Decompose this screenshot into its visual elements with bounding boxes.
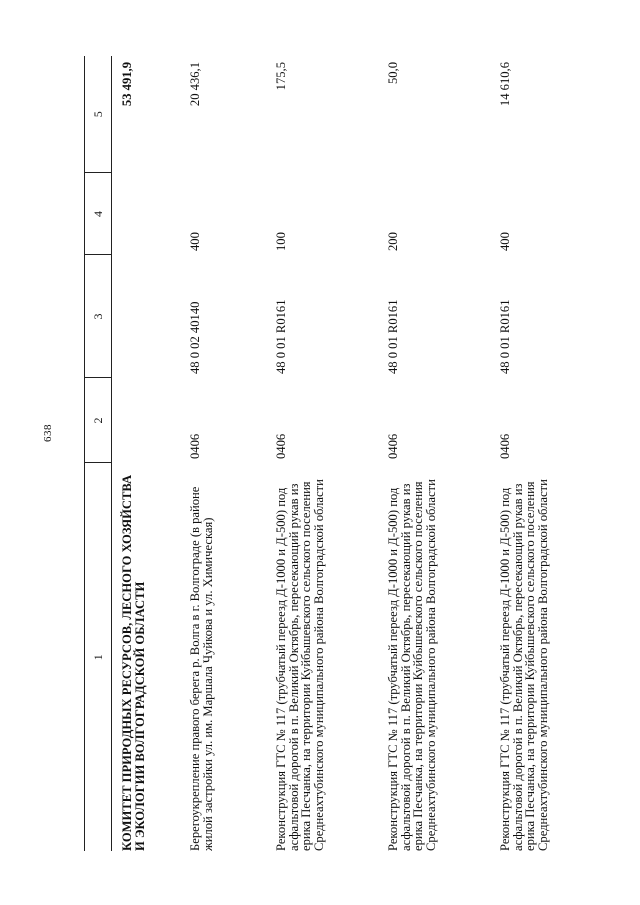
row-amount: 175,5 bbox=[274, 62, 288, 91]
table-row bbox=[181, 56, 267, 851]
column-header-4: 4 bbox=[85, 173, 112, 255]
budget-table bbox=[84, 56, 585, 851]
table-row-committee bbox=[112, 56, 182, 851]
column-header-5: 5 bbox=[85, 56, 112, 173]
page-number: 638 bbox=[42, 424, 54, 442]
row-amount: 50,0 bbox=[386, 62, 400, 85]
empty-cell bbox=[112, 378, 182, 463]
row-target: 48 0 01 R0161 bbox=[386, 299, 400, 374]
table-row bbox=[491, 56, 585, 851]
row-section: 0406 bbox=[386, 433, 400, 459]
row-type: 400 bbox=[498, 232, 512, 251]
committee-amount: 53 491,9 bbox=[120, 62, 134, 107]
row-section: 0406 bbox=[498, 433, 512, 459]
table-row bbox=[379, 56, 491, 851]
empty-cell bbox=[112, 173, 182, 255]
row-target: 48 0 01 R0161 bbox=[498, 299, 512, 374]
column-header-1: 1 bbox=[85, 463, 112, 851]
column-header-3: 3 bbox=[85, 255, 112, 378]
table-row bbox=[267, 56, 379, 851]
row-name: Реконструкция ГТС № 117 (трубчатый переезд Д-1000 и Д-500) под асфальтовой дорогой в п. Великий Октябрь, пересекающий рукав из ерика Песчанка, на территории Куйбышевского сельского поселения Среднеахтубинского муниципального района Волгоградской области bbox=[498, 479, 550, 851]
empty-cell bbox=[112, 255, 182, 378]
row-amount: 14 610,6 bbox=[498, 62, 512, 107]
row-name: Берегоукрепление правого берега р. Волга в г. Волгограде (в районе жилой застройки ул. им. Маршала Чуйкова и ул. Химическая) bbox=[188, 486, 215, 851]
row-section: 0406 bbox=[188, 433, 202, 459]
row-target: 48 0 02 40140 bbox=[188, 301, 202, 374]
committee-name: КОМИТЕТ ПРИРОДНЫХ РЕСУРСОВ, ЛЕСНОГО ХОЗЯЙСТВА И ЭКОЛОГИИ ВОЛГОГРАДСКОЙ ОБЛАСТИ bbox=[120, 474, 147, 851]
rotated-table-container bbox=[84, 56, 604, 851]
row-type: 400 bbox=[188, 232, 202, 251]
row-target: 48 0 01 R0161 bbox=[274, 299, 288, 374]
row-section: 0406 bbox=[274, 433, 288, 459]
table-header bbox=[85, 56, 112, 851]
row-name: Реконструкция ГТС № 117 (трубчатый переезд Д-1000 и Д-500) под асфальтовой дорогой в п. Великий Октябрь, пересекающий рукав из ерика Песчанка, на территории Куйбышевского сельского поселения Среднеахтубинского муниципального района Волгоградской области bbox=[274, 479, 326, 851]
row-type: 200 bbox=[386, 232, 400, 251]
row-type: 100 bbox=[274, 232, 288, 251]
row-name: Реконструкция ГТС № 117 (трубчатый переезд Д-1000 и Д-500) под асфальтовой дорогой в п. Великий Октябрь, пересекающий рукав из ерика Песчанка, на территории Куйбышевского сельского поселения Среднеахтубинского муниципального района Волгоградской области bbox=[386, 479, 438, 851]
column-header-2: 2 bbox=[85, 378, 112, 463]
row-amount: 20 436,1 bbox=[188, 62, 202, 107]
